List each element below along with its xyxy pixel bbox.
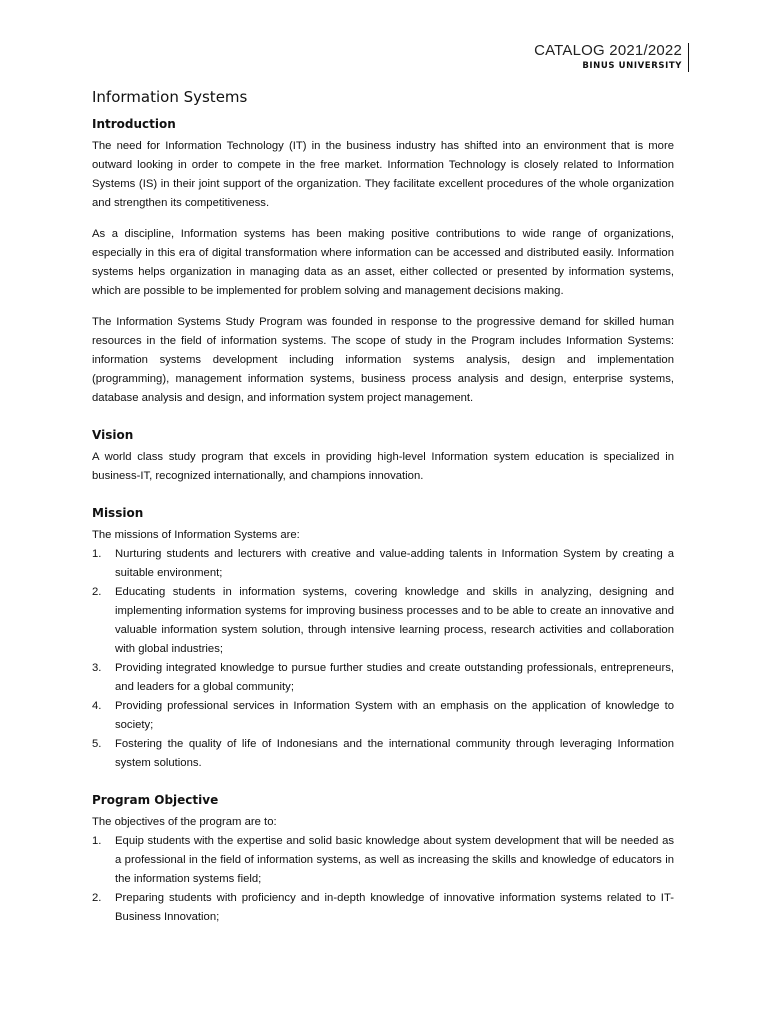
objective-list bbox=[92, 832, 674, 927]
introduction-section bbox=[92, 115, 674, 408]
vision-text: A world class study program that excels in providing high-level Information system education is specialized in business-IT, recognized internationally, and champions innovation. bbox=[92, 451, 674, 482]
objective-heading: Program Objective bbox=[92, 793, 219, 807]
mission-section bbox=[92, 504, 674, 773]
catalog-label: CATALOG 2021/2022 bbox=[534, 42, 682, 59]
university-label: BINUS UNIVERSITY bbox=[582, 61, 682, 71]
list-item bbox=[92, 889, 674, 927]
mission-heading: Mission bbox=[92, 506, 144, 520]
list-number: 2. bbox=[92, 586, 102, 598]
list-number: 4. bbox=[92, 700, 102, 712]
list-text: Equip students with the expertise and solid basic knowledge about system development that will be needed as a professional in the field of information systems, as well as increasing the skills and knowledge of educators in the information systems field; bbox=[115, 835, 674, 885]
list-item bbox=[92, 735, 674, 773]
list-number: 1. bbox=[92, 835, 102, 847]
introduction-paragraph: As a discipline, Information systems has been making positive contributions to wide range of organizations, especially in this era of digital transformation where information can be accessed and distributed easily. Information systems helps organization in managing data as an asset, either collected or presented by information systems, which are possible to be implemented for problem solving and management decisions making. bbox=[92, 228, 674, 297]
list-number: 5. bbox=[92, 738, 102, 750]
list-number: 3. bbox=[92, 662, 102, 674]
list-text: Educating students in information systems, covering knowledge and skills in analyzing, designing and implementing information systems for improving business processes and to be able to create an innovative and valuable information system solution, through intensive learning process, research activities and collaboration with global industries; bbox=[115, 586, 674, 655]
objective-section bbox=[92, 791, 674, 927]
list-text: Providing professional services in Information System with an emphasis on the application of knowledge to society; bbox=[115, 700, 674, 731]
objective-intro: The objectives of the program are to: bbox=[92, 816, 277, 828]
introduction-heading: Introduction bbox=[92, 117, 176, 131]
list-number: 1. bbox=[92, 548, 102, 560]
list-item bbox=[92, 659, 674, 697]
mission-list bbox=[92, 545, 674, 773]
header-divider bbox=[688, 43, 689, 72]
list-number: 2. bbox=[92, 892, 102, 904]
vision-section bbox=[92, 426, 674, 486]
vision-heading: Vision bbox=[92, 428, 134, 442]
page-title: Information Systems bbox=[92, 88, 248, 106]
list-item bbox=[92, 545, 674, 583]
mission-intro: The missions of Information Systems are: bbox=[92, 529, 300, 541]
introduction-paragraph: The need for Information Technology (IT) in the business industry has shifted into an environment that is more outward looking in order to compete in the free market. Information Technology is closely related to Information Systems (IS) in their joint support of the organization. They facilitate excellent procedures of the whole organization and strengthen its competitiveness. bbox=[92, 140, 674, 209]
document-body bbox=[92, 87, 674, 927]
list-text: Nurturing students and lecturers with creative and value-adding talents in Information System by creating a suitable environment; bbox=[115, 548, 674, 579]
introduction-paragraph: The Information Systems Study Program was founded in response to the progressive demand for skilled human resources in the field of information systems. The scope of study in the Program includes Information Systems: information systems development including information systems analysis, design and implementation (programming), management information systems, business process analysis and design, enterprise systems, database analysis and design, and information system project management. bbox=[92, 316, 674, 404]
list-text: Providing integrated knowledge to pursue further studies and create outstanding professionals, entrepreneurs, and leaders for a global community; bbox=[115, 662, 674, 693]
list-item bbox=[92, 832, 674, 889]
page-header bbox=[534, 42, 688, 72]
list-text: Preparing students with proficiency and in-depth knowledge of innovative information systems related to IT-Business Innovation; bbox=[115, 892, 674, 923]
list-item bbox=[92, 583, 674, 659]
list-text: Fostering the quality of life of Indonesians and the international community through leveraging Information system solutions. bbox=[115, 738, 674, 769]
list-item bbox=[92, 697, 674, 735]
